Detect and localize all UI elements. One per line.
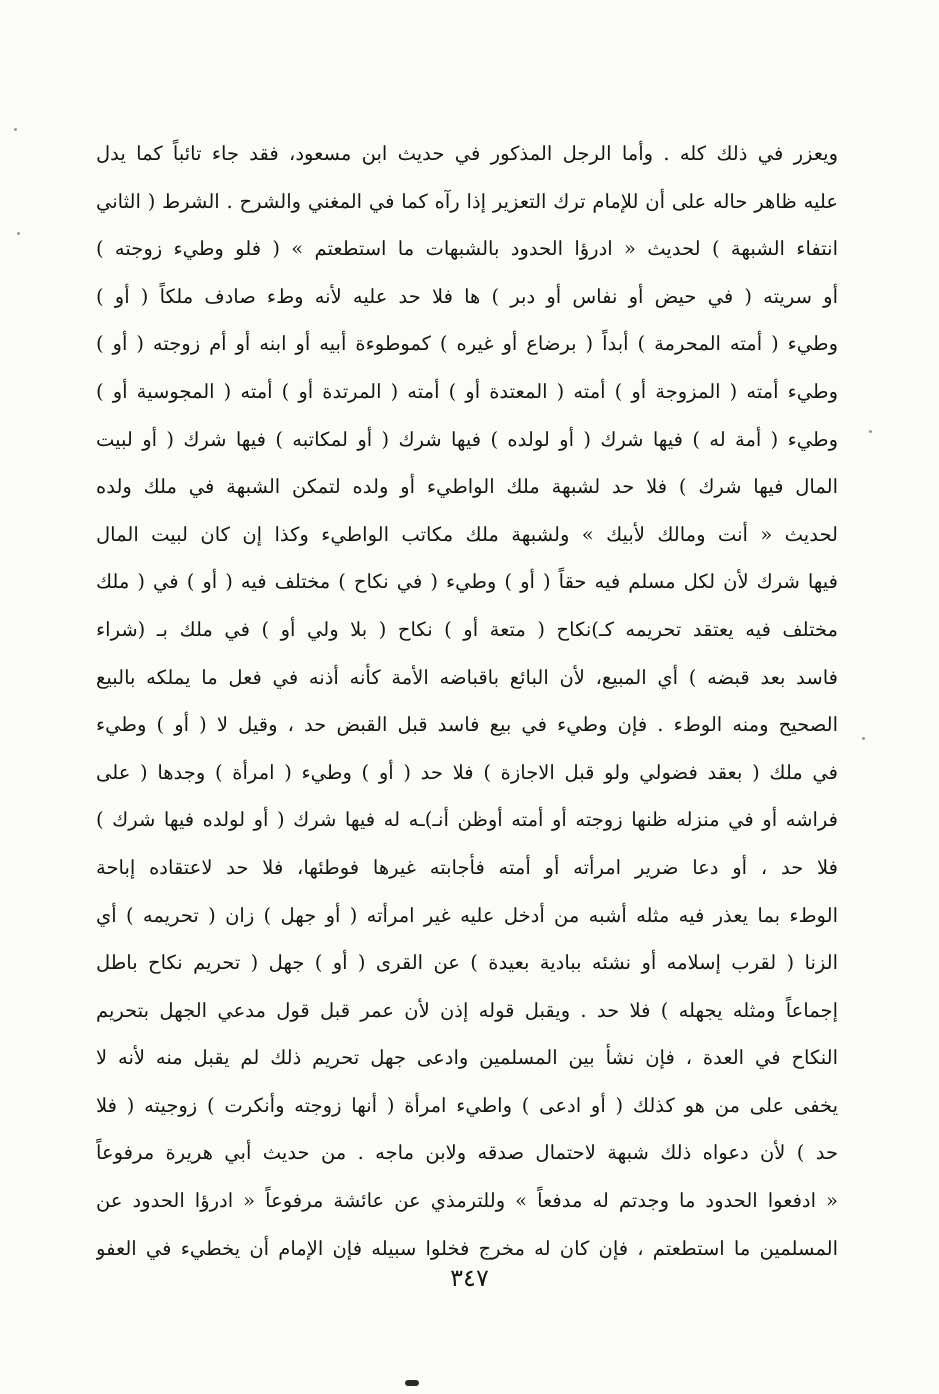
text-line: ويعزر في ذلك كله . وأما الرجل المذكور في حديث ابن مسعود، فقد جاء تائباً كما يدل	[96, 142, 838, 165]
text-line: فلا حد ، أو دعا ضرير امرأته أو أمته فأجابته غيرها فوطئها، فلا حد لاعتقاده إباحة	[96, 855, 838, 879]
body-text	[96, 130, 838, 1272]
text-line: وطيء أمته ( المزوجة أو ) أمته ( المعتدة أو ) أمته ( المرتدة أو ) أمته ( المجوسية أو )	[96, 379, 838, 403]
scan-speck	[14, 128, 17, 131]
text-line: النكاح في العدة ، فإن نشأ بين المسلمين وادعى جهل تحريم ذلك لم يقبل منه لأنه لا	[96, 1046, 838, 1070]
text-line: حد ) لأن دعواه ذلك شبهة لاحتمال صدقه ولابن ماجه . من حديث أبي هريرة مرفوعاً	[96, 1141, 838, 1165]
text-line: في ملك ( بعقد فضولي ولو قبل الاجازة ) فلا حد ( أو ) وطيء ( امرأة ) وجدها ( على	[96, 760, 838, 784]
text-line: الزنا ( لقرب إسلامه أو نشئه ببادية بعيدة ) عن القرى ( أو ) جهل ( تحريم نكاح باطل	[96, 951, 838, 975]
text-line: المسلمين ما استطعتم ، فإن كان له مخرج فخلوا سبيله فإن الإمام أن يخطيء في العفو	[96, 1236, 838, 1260]
text-line: يخفى على من هو كذلك ( أو ادعى ) واطيء امرأة ( أنها زوجته وأنكرت ) زوجيته ( فلا	[96, 1093, 838, 1117]
text-line: وطيء ( أمته المحرمة ) أبداً ( برضاع أو غيره ) كموطوءة أبيه أو ابنه أو أم زوجته ( أو )	[96, 332, 838, 356]
text-line: الوطء بما يعذر فيه مثله أشبه من أدخل عليه غير امرأته ( أو جهل ) زان ( تحريمه ) أي	[96, 903, 838, 927]
scan-speck	[862, 737, 865, 740]
text-line: فيها شرك لأن لكل مسلم فيه حقاً ( أو ) وطيء ( في نكاح ) مختلف فيه ( أو ) في ( ملك	[96, 570, 838, 594]
text-line: فاسد بعد قبضه ) أي المبيع، لأن البائع باقباضه الأمة كأنه أذنه في فعل ما يملكه بالبيع	[96, 665, 838, 689]
text-line: فراشه أو في منزله ظنها زوجته أو أمته أوظن أنـ)ـه له فيها شرك ( أو لولده فيها شرك )	[96, 808, 838, 832]
text-line: « ادفعوا الحدود ما وجدتم له مدفعاً » وللترمذي عن عائشة مرفوعاً « ادرؤا الحدود عن	[96, 1189, 838, 1213]
scan-speck	[869, 430, 872, 433]
text-line: لحديث « أنت ومالك لأبيك » ولشبهة ملك مكاتب الواطيء وكذا إن كان لبيت المال	[96, 522, 838, 546]
text-line: الصحيح ومنه الوطء . فإن وطيء في بيع فاسد قبل القبض حد ، وقيل لا ( أو ) وطيء	[96, 713, 838, 737]
scan-speck	[17, 232, 20, 235]
text-line: وطيء ( أمة له ) فيها شرك ( أو لولده ) فيها شرك ( أو لمكاتبه ) فيها شرك ( أو لبيت	[96, 427, 838, 451]
text-line: انتفاء الشبهة ) لحديث « ادرؤا الحدود بالشبهات ما استطعتم » ( فلو وطيء زوجته )	[96, 237, 838, 261]
text-line: المال فيها شرك ) فلا حد لشبهة ملك الواطيء أو ولده لتمكن الشبهة في ملك ولده	[96, 475, 838, 499]
text-line: أو سريته ( في حيض أو نفاس أو دبر ) ها فلا حد عليه لأنه وطء صادف ملكاً ( أو )	[96, 284, 838, 308]
scan-artifact-mark	[405, 1380, 419, 1386]
text-line: مختلف فيه يعتقد تحريمه كـ)نكاح ( متعة أو ) نكاح ( بلا ولي أو ) في ملك بـ (شراء	[96, 617, 838, 641]
page-number: ٣٤٧	[450, 1264, 489, 1292]
text-line: إجماعاً ومثله يجهله ) فلا حد . ويقبل قوله إذن لأن عمر قبل قول مدعي الجهل بتحريم	[96, 998, 838, 1022]
text-line: عليه ظاهر حاله على أن للإمام ترك التعزير إذا رآه كما في المغني والشرح . الشرط ( الثاني	[96, 189, 838, 213]
